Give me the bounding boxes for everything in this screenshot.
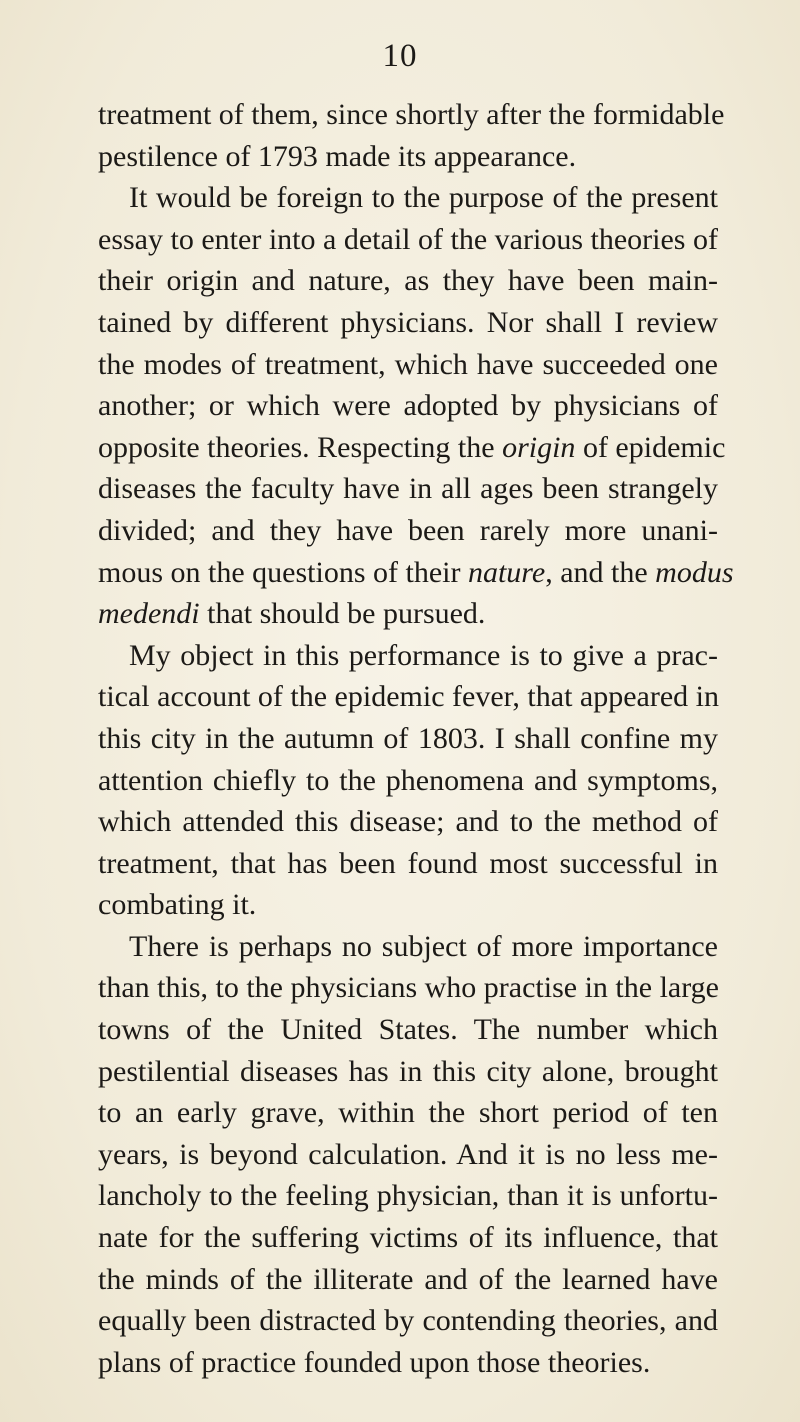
text-run: mous on the questions of their: [98, 555, 468, 589]
body-text: [98, 94, 734, 1383]
text-run: that should be pursued.: [199, 597, 486, 631]
text-line: attention chiefly to the phenomena and symptoms,: [98, 763, 718, 797]
text-line: diseases the faculty have in all ages been strangely: [98, 472, 718, 506]
text-line: the modes of treatment, which have succeeded one: [98, 347, 718, 381]
text-line: plans of practice founded upon those theories.: [98, 1345, 651, 1379]
text-line: treatment of them, since shortly after the formidable: [98, 98, 725, 131]
text-line: the minds of the illiterate and of the learned have: [98, 1262, 718, 1296]
text-line: their origin and nature, as they have been main-: [98, 264, 718, 298]
text-line: lancholy to the feeling physician, than it is unfortu-: [98, 1179, 718, 1213]
text-line: this city in the autumn of 1803. I shall confine my: [98, 721, 718, 755]
text-line: tical account of the epidemic fever, that appeared in: [98, 680, 719, 714]
text-line: divided; and they have been rarely more unani-: [98, 513, 718, 547]
text-line: pestilence of 1793 made its appearance.: [98, 139, 577, 173]
text-line: years, is beyond calculation. And it is no less me-: [98, 1137, 718, 1171]
text-line: to an early grave, within the short period of ten: [98, 1096, 718, 1130]
text-line: equally been distracted by contending theories, and: [98, 1304, 718, 1338]
text-line: towns of the United States. The number which: [98, 1013, 718, 1047]
text-line: My object in this performance is to give a prac-: [129, 638, 718, 672]
text-line: pestilential diseases has in this city alone, brought: [98, 1054, 718, 1088]
italic-term: origin: [502, 430, 576, 464]
text-line: combating it.: [98, 888, 257, 922]
text-line: [98, 552, 734, 594]
text-line: another; or which were adopted by physicians of: [98, 389, 718, 423]
text-run: opposite theories. Respecting the: [98, 430, 503, 464]
text-line: tained by different physicians. Nor shall I review: [98, 305, 718, 339]
italic-term: modus: [655, 555, 734, 589]
text-line: [98, 427, 726, 469]
text-run: of epidemic: [575, 430, 726, 464]
text-line: [98, 593, 718, 635]
text-run: , and the: [545, 555, 656, 589]
text-line: There is perhaps no subject of more importance: [129, 929, 718, 963]
page-number: 10: [382, 38, 418, 74]
text-line: than this, to the physicians who practise in the large: [98, 971, 719, 1005]
text-line: It would be foreign to the purpose of the present: [129, 181, 718, 215]
italic-term: medendi: [98, 597, 200, 631]
text-line: which attended this disease; and to the method of: [98, 805, 718, 839]
italic-term: nature: [467, 555, 546, 589]
text-line: essay to enter into a detail of the various theories of: [98, 222, 718, 256]
text-line: nate for the suffering victims of its influence, that: [98, 1221, 718, 1255]
text-line: treatment, that has been found most successful in: [98, 846, 718, 880]
